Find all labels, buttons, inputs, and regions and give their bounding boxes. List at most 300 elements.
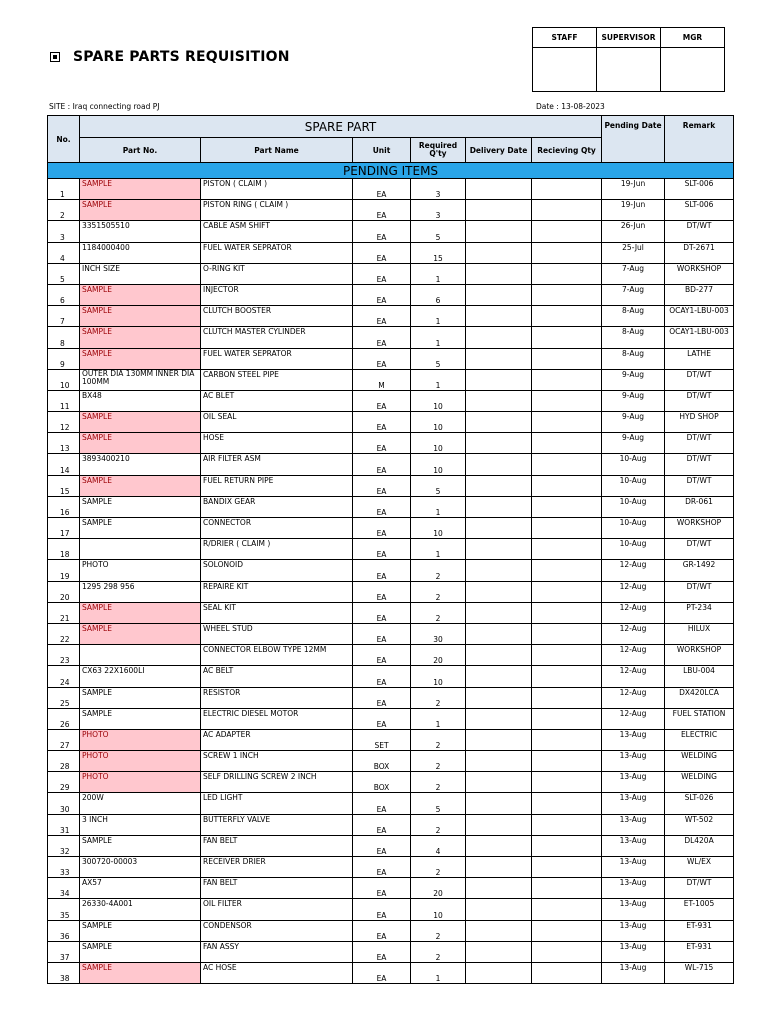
part-number-cell: SAMPLE [80,433,201,454]
remark-cell: PT-234 [665,602,734,623]
delivery-date-cell[interactable] [466,666,532,687]
delivery-date-cell[interactable] [466,835,532,856]
part-number-cell: PHOTO [80,772,201,793]
pending-date-cell: 13-Aug [602,857,665,878]
pending-date-cell: 13-Aug [602,835,665,856]
pending-date-cell: 13-Aug [602,793,665,814]
unit-cell: M [353,369,411,390]
remark-cell: ET-1005 [665,899,734,920]
remark-cell: WELDING [665,751,734,772]
unit-cell: EA [353,941,411,962]
part-number-cell: SAMPLE [80,179,201,200]
part-number-cell: PHOTO [80,729,201,750]
delivery-date-cell[interactable] [466,581,532,602]
delivery-date-cell[interactable] [466,369,532,390]
row-number: 24 [48,666,80,687]
pending-date-cell: 12-Aug [602,645,665,666]
table-row [48,284,734,305]
remark-cell: HYD SHOP [665,412,734,433]
receiving-qty-cell[interactable] [532,327,602,348]
receiving-qty-cell[interactable] [532,369,602,390]
unit-cell: EA [353,263,411,284]
square-bullet-icon [50,52,60,62]
required-qty-cell: 2 [411,941,466,962]
unit-cell: SET [353,729,411,750]
unit-cell: EA [353,835,411,856]
delivery-date-cell[interactable] [466,687,532,708]
receiving-qty-cell[interactable] [532,179,602,200]
staff-signature-box[interactable] [533,48,597,92]
table-row [48,348,734,369]
unit-cell: EA [353,412,411,433]
row-number: 26 [48,708,80,729]
delivery-date-cell[interactable] [466,729,532,750]
remark-cell: DT/WT [665,878,734,899]
delivery-date-cell[interactable] [466,242,532,263]
required-qty-cell: 1 [411,539,466,560]
unit-cell: EA [353,179,411,200]
unit-cell: EA [353,475,411,496]
part-name-cell: OIL SEAL [201,412,353,433]
row-number: 29 [48,772,80,793]
delivery-date-cell[interactable] [466,348,532,369]
required-qty-cell: 5 [411,348,466,369]
part-name-cell: SCREW 1 INCH [201,751,353,772]
delivery-date-cell[interactable] [466,602,532,623]
part-name-cell: RECEIVER DRIER [201,857,353,878]
remark-cell: LATHE [665,348,734,369]
required-qty-cell: 5 [411,793,466,814]
part-name-cell: OIL FILTER [201,899,353,920]
pending-date-cell: 12-Aug [602,708,665,729]
unit-cell: EA [353,200,411,221]
required-qty-cell: 10 [411,390,466,411]
unit-cell: EA [353,793,411,814]
header-part-no: Part No. [80,138,201,163]
receiving-qty-cell[interactable] [532,433,602,454]
row-number: 1 [48,179,80,200]
required-qty-cell: 1 [411,962,466,983]
part-number-cell: SAMPLE [80,284,201,305]
part-name-cell: SEAL KIT [201,602,353,623]
delivery-date-cell[interactable] [466,179,532,200]
unit-cell: EA [353,560,411,581]
row-number: 6 [48,284,80,305]
row-number: 30 [48,793,80,814]
delivery-date-cell[interactable] [466,708,532,729]
header-spare-part: SPARE PART [80,116,602,138]
required-qty-cell: 1 [411,369,466,390]
delivery-date-cell[interactable] [466,645,532,666]
receiving-qty-cell[interactable] [532,666,602,687]
part-name-cell: FAN ASSY [201,941,353,962]
table-row [48,878,734,899]
receiving-qty-cell[interactable] [532,475,602,496]
part-number-cell: 26330-4A001 [80,899,201,920]
required-qty-cell: 2 [411,581,466,602]
table-row [48,623,734,644]
unit-cell: EA [353,221,411,242]
delivery-date-cell[interactable] [466,518,532,539]
delivery-date-cell[interactable] [466,454,532,475]
table-row [48,390,734,411]
table-row [48,454,734,475]
required-qty-cell: 10 [411,666,466,687]
delivery-date-cell[interactable] [466,412,532,433]
delivery-date-cell[interactable] [466,941,532,962]
pending-date-cell: 12-Aug [602,602,665,623]
table-row [48,412,734,433]
receiving-qty-cell[interactable] [532,560,602,581]
part-number-cell: CX63 22X1600LI [80,666,201,687]
unit-cell: BOX [353,772,411,793]
part-name-cell: AC ADAPTER [201,729,353,750]
required-qty-cell: 20 [411,878,466,899]
receiving-qty-cell[interactable] [532,835,602,856]
required-qty-cell: 2 [411,751,466,772]
row-number: 19 [48,560,80,581]
row-number: 25 [48,687,80,708]
remark-cell: SLT-006 [665,200,734,221]
part-number-cell: SAMPLE [80,200,201,221]
remark-cell: ELECTRIC [665,729,734,750]
receiving-qty-cell[interactable] [532,941,602,962]
table-row [48,179,734,200]
table-row [48,369,734,390]
part-number-cell [80,645,201,666]
pending-date-cell: 13-Aug [602,772,665,793]
part-name-cell: FUEL WATER SEPRATOR [201,348,353,369]
part-number-cell: SAMPLE [80,623,201,644]
delivery-date-cell[interactable] [466,539,532,560]
receiving-qty-cell[interactable] [532,412,602,433]
part-name-cell: AIR FILTER ASM [201,454,353,475]
remark-cell: DT/WT [665,390,734,411]
row-number: 31 [48,814,80,835]
part-number-cell: INCH SIZE [80,263,201,284]
part-number-cell: SAMPLE [80,962,201,983]
row-number: 38 [48,962,80,983]
receiving-qty-cell[interactable] [532,920,602,941]
receiving-qty-cell[interactable] [532,518,602,539]
receiving-qty-cell[interactable] [532,751,602,772]
remark-cell: WORKSHOP [665,518,734,539]
unit-cell: EA [353,899,411,920]
delivery-date-cell[interactable] [466,899,532,920]
receiving-qty-cell[interactable] [532,708,602,729]
remark-cell: LBU-004 [665,666,734,687]
remark-cell: FUEL STATION [665,708,734,729]
part-name-cell: RESISTOR [201,687,353,708]
remark-cell: DT/WT [665,369,734,390]
table-row [48,645,734,666]
part-name-cell: O-RING KIT [201,263,353,284]
unit-cell: EA [353,496,411,517]
part-name-cell: PISTON ( CLAIM ) [201,179,353,200]
receiving-qty-cell[interactable] [532,496,602,517]
table-row [48,581,734,602]
supervisor-signature-box[interactable] [597,48,661,92]
part-name-cell: HOSE [201,433,353,454]
row-number: 17 [48,518,80,539]
remark-cell: DT/WT [665,454,734,475]
row-number: 14 [48,454,80,475]
part-number-cell: PHOTO [80,751,201,772]
pending-date-cell: 13-Aug [602,814,665,835]
part-name-cell: CONNECTOR ELBOW TYPE 12MM [201,645,353,666]
receiving-qty-cell[interactable] [532,687,602,708]
receiving-qty-cell[interactable] [532,814,602,835]
required-qty-cell: 2 [411,857,466,878]
required-qty-cell: 5 [411,475,466,496]
remark-cell: DX420LCA [665,687,734,708]
required-qty-cell: 1 [411,306,466,327]
part-number-cell: SAMPLE [80,348,201,369]
part-name-cell: LED LIGHT [201,793,353,814]
header-unit: Unit [353,138,411,163]
table-row [48,200,734,221]
delivery-date-cell[interactable] [466,284,532,305]
table-row [48,793,734,814]
pending-date-cell: 12-Aug [602,560,665,581]
pending-date-cell: 13-Aug [602,878,665,899]
pending-date-cell: 8-Aug [602,348,665,369]
receiving-qty-cell[interactable] [532,284,602,305]
table-row [48,518,734,539]
part-number-cell: 3893400210 [80,454,201,475]
table-row [48,751,734,772]
row-number: 11 [48,390,80,411]
delivery-date-cell[interactable] [466,814,532,835]
delivery-date-cell[interactable] [466,221,532,242]
receiving-qty-cell[interactable] [532,390,602,411]
receiving-qty-cell[interactable] [532,623,602,644]
mgr-signature-box[interactable] [661,48,725,92]
pending-date-cell: 13-Aug [602,899,665,920]
part-name-cell: INJECTOR [201,284,353,305]
pending-date-cell: 10-Aug [602,518,665,539]
remark-cell: WORKSHOP [665,645,734,666]
page-title: SPARE PARTS REQUISITION [73,49,290,65]
remark-cell: WL-715 [665,962,734,983]
part-number-cell: SAMPLE [80,306,201,327]
delivery-date-cell[interactable] [466,962,532,983]
receiving-qty-cell[interactable] [532,878,602,899]
table-row [48,920,734,941]
table-row [48,327,734,348]
delivery-date-cell[interactable] [466,793,532,814]
unit-cell: BOX [353,751,411,772]
staff-header: STAFF [533,28,597,48]
required-qty-cell: 2 [411,920,466,941]
part-name-cell: CABLE ASM SHIFT [201,221,353,242]
unit-cell: EA [353,390,411,411]
part-name-cell: CLUTCH MASTER CYLINDER [201,327,353,348]
unit-cell: EA [353,284,411,305]
row-number: 22 [48,623,80,644]
part-number-cell: SAMPLE [80,687,201,708]
pending-date-cell: 9-Aug [602,433,665,454]
remark-cell: DT/WT [665,221,734,242]
remark-cell: OCAY1-LBU-003 [665,306,734,327]
part-number-cell: SAMPLE [80,941,201,962]
part-number-cell: 1295 298 956 [80,581,201,602]
remark-cell: DT/WT [665,539,734,560]
row-number: 12 [48,412,80,433]
row-number: 2 [48,200,80,221]
site-label: SITE : Iraq connecting road PJ [49,102,160,111]
required-qty-cell: 1 [411,327,466,348]
table-row [48,814,734,835]
delivery-date-cell[interactable] [466,560,532,581]
delivery-date-cell[interactable] [466,751,532,772]
pending-date-cell: 12-Aug [602,623,665,644]
remark-cell: ET-931 [665,920,734,941]
delivery-date-cell[interactable] [466,306,532,327]
row-number: 36 [48,920,80,941]
delivery-date-cell[interactable] [466,623,532,644]
delivery-date-cell[interactable] [466,878,532,899]
row-number: 10 [48,369,80,390]
receiving-qty-cell[interactable] [532,242,602,263]
delivery-date-cell[interactable] [466,327,532,348]
delivery-date-cell[interactable] [466,263,532,284]
part-number-cell: SAMPLE [80,327,201,348]
delivery-date-cell[interactable] [466,857,532,878]
required-qty-cell: 2 [411,772,466,793]
table-row [48,772,734,793]
required-qty-cell: 2 [411,560,466,581]
pending-date-cell: 10-Aug [602,454,665,475]
required-qty-cell: 1 [411,708,466,729]
table-row [48,602,734,623]
remark-cell: WT-502 [665,814,734,835]
part-number-cell: SAMPLE [80,920,201,941]
pending-date-cell: 9-Aug [602,412,665,433]
receiving-qty-cell[interactable] [532,857,602,878]
pending-date-cell: 10-Aug [602,475,665,496]
part-name-cell: AC HOSE [201,962,353,983]
table-row [48,496,734,517]
required-qty-cell: 10 [411,518,466,539]
receiving-qty-cell[interactable] [532,729,602,750]
table-row [48,433,734,454]
table-row [48,475,734,496]
part-name-cell: FUEL WATER SEPRATOR [201,242,353,263]
row-number: 23 [48,645,80,666]
table-row [48,306,734,327]
receiving-qty-cell[interactable] [532,793,602,814]
part-name-cell: ELECTRIC DIESEL MOTOR [201,708,353,729]
header-receiving-qty: Recieving Qty [532,138,602,163]
receiving-qty-cell[interactable] [532,899,602,920]
required-qty-cell: 1 [411,496,466,517]
part-number-cell: OUTER DIA 130MM INNER DIA 100MM [80,369,201,390]
part-number-cell: AX57 [80,878,201,899]
table-row [48,560,734,581]
delivery-date-cell[interactable] [466,496,532,517]
required-qty-cell: 20 [411,645,466,666]
delivery-date-cell[interactable] [466,920,532,941]
supervisor-header: SUPERVISOR [597,28,661,48]
pending-date-cell: 12-Aug [602,581,665,602]
receiving-qty-cell[interactable] [532,221,602,242]
receiving-qty-cell[interactable] [532,645,602,666]
receiving-qty-cell[interactable] [532,602,602,623]
delivery-date-cell[interactable] [466,390,532,411]
unit-cell: EA [353,857,411,878]
receiving-qty-cell[interactable] [532,306,602,327]
part-name-cell: SELF DRILLING SCREW 2 INCH [201,772,353,793]
row-number: 5 [48,263,80,284]
pending-date-cell: 10-Aug [602,496,665,517]
unit-cell: EA [353,602,411,623]
row-number: 27 [48,729,80,750]
receiving-qty-cell[interactable] [532,200,602,221]
part-name-cell: CARBON STEEL PIPE [201,369,353,390]
row-number: 37 [48,941,80,962]
receiving-qty-cell[interactable] [532,454,602,475]
part-number-cell: 1184000400 [80,242,201,263]
pending-date-cell: 7-Aug [602,284,665,305]
required-qty-cell: 5 [411,221,466,242]
unit-cell: EA [353,242,411,263]
pending-date-cell: 19-Jun [602,179,665,200]
table-row [48,242,734,263]
row-number: 33 [48,857,80,878]
pending-date-cell: 9-Aug [602,369,665,390]
table-row [48,539,734,560]
required-qty-cell: 1 [411,263,466,284]
receiving-qty-cell[interactable] [532,348,602,369]
delivery-date-cell[interactable] [466,772,532,793]
unit-cell: EA [353,327,411,348]
receiving-qty-cell[interactable] [532,772,602,793]
pending-date-cell: 13-Aug [602,941,665,962]
receiving-qty-cell[interactable] [532,539,602,560]
receiving-qty-cell[interactable] [532,962,602,983]
row-number: 34 [48,878,80,899]
part-name-cell: FAN BELT [201,835,353,856]
delivery-date-cell[interactable] [466,200,532,221]
remark-cell: SLT-006 [665,179,734,200]
required-qty-cell: 3 [411,179,466,200]
unit-cell: EA [353,708,411,729]
part-name-cell: FUEL RETURN PIPE [201,475,353,496]
header-delivery-date: Delivery Date [466,138,532,163]
unit-cell: EA [353,518,411,539]
part-number-cell: SAMPLE [80,708,201,729]
required-qty-cell: 2 [411,602,466,623]
part-name-cell: CONDENSOR [201,920,353,941]
pending-date-cell: 8-Aug [602,327,665,348]
receiving-qty-cell[interactable] [532,581,602,602]
delivery-date-cell[interactable] [466,475,532,496]
part-number-cell: SAMPLE [80,412,201,433]
part-name-cell: AC BLET [201,390,353,411]
row-number: 20 [48,581,80,602]
part-name-cell: AC BELT [201,666,353,687]
unit-cell: EA [353,878,411,899]
table-row [48,221,734,242]
row-number: 7 [48,306,80,327]
header-part-name: Part Name [201,138,353,163]
table-row [48,729,734,750]
header-pending-date: Pending Date [602,116,665,163]
delivery-date-cell[interactable] [466,433,532,454]
required-qty-cell: 10 [411,899,466,920]
receiving-qty-cell[interactable] [532,263,602,284]
